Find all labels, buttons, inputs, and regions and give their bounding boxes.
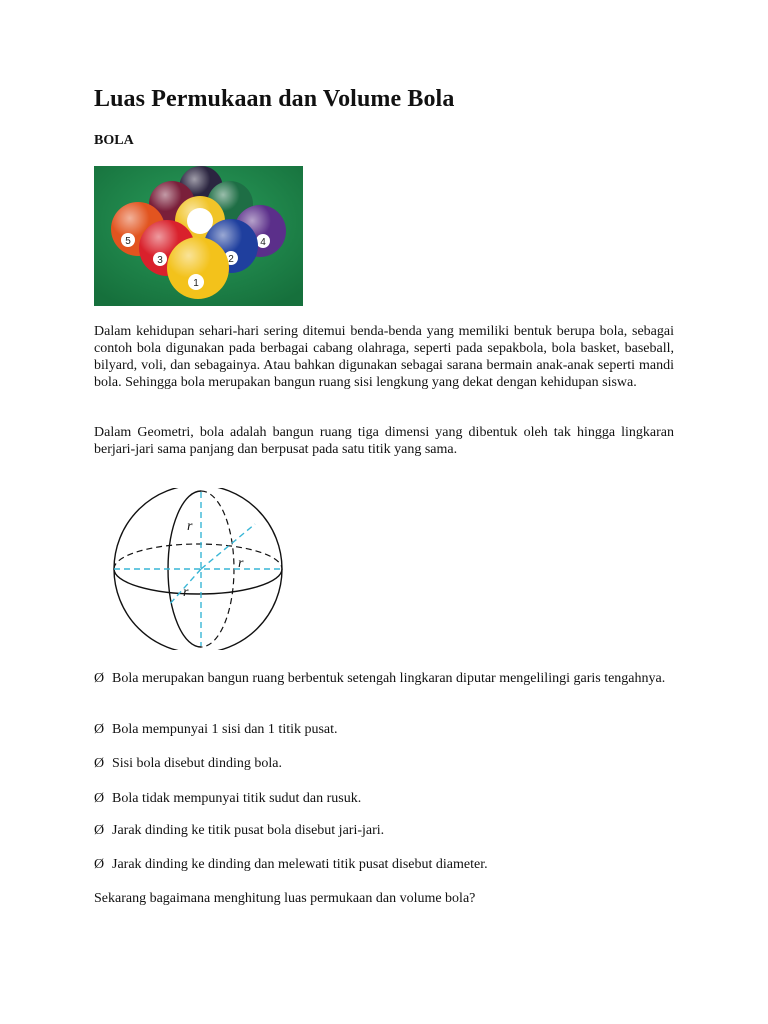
page-title: Luas Permukaan dan Volume Bola — [94, 86, 455, 112]
list-item — [94, 790, 361, 807]
ball-number-1: 1 — [193, 278, 199, 289]
equator-back — [114, 544, 282, 569]
ball-number-3: 3 — [157, 255, 163, 266]
list-item-text: Bola tidak mempunyai titik sudut dan rusuk. — [112, 791, 362, 806]
list-item-text: Jarak dinding ke titik pusat bola disebut jari-jari. — [112, 823, 385, 838]
radius-label-right: r — [238, 556, 244, 571]
sphere-diagram — [108, 488, 288, 650]
list-item — [94, 721, 338, 738]
list-item-text: Bola merupakan bangun ruang berbentuk setengah lingkaran diputar mengelilingi garis tengahnya. — [112, 671, 666, 686]
radius-line-upper — [201, 524, 255, 569]
bullet-icon: Ø — [94, 671, 105, 686]
ball-number-2: 2 — [228, 254, 234, 265]
list-item-text: Bola mempunyai 1 sisi dan 1 titik pusat. — [112, 722, 338, 737]
radius-label-top: r — [187, 519, 193, 534]
paragraph-geometry: Dalam Geometri, bola adalah bangun ruang tiga dimensi yang dibentuk oleh tak hingga lingkaran berjari-jari sama panjang dan berpusat pada satu titik yang sama. — [94, 425, 674, 457]
bullet-icon: Ø — [94, 722, 105, 737]
bullet-icon: Ø — [94, 823, 105, 838]
list-item-text: Jarak dinding ke dinding dan melewati titik pusat disebut diameter. — [112, 857, 488, 872]
bullet-icon: Ø — [94, 791, 105, 806]
paragraph-intro: Dalam kehidupan sehari-hari sering ditemui benda-benda yang memiliki bentuk berupa bola, sebagai contoh bola digunakan pada berbagai cabang olahraga, seperti pada sepakbola, bola basket, baseball, bilyard, voli, dan sebagainya. Atau bahkan digunakan sebagai sarana bermain anak-anak seperti mandi bola. Sehingga bola merupakan bangun ruang sisi lengkung yang dekat dengan kehidupan siswa. — [94, 324, 674, 390]
list-item — [94, 856, 488, 873]
ball-number-5: 5 — [125, 236, 131, 247]
list-item — [94, 822, 384, 839]
list-item — [94, 755, 282, 772]
radius-label-bottom: r — [183, 585, 189, 600]
billiard-balls-photo — [94, 166, 303, 306]
ball-number-4: 4 — [260, 237, 266, 248]
bullet-icon: Ø — [94, 857, 105, 872]
list-item — [94, 670, 674, 687]
section-heading: BOLA — [94, 133, 134, 148]
bullet-icon: Ø — [94, 756, 105, 771]
closing-question: Sekarang bagaimana menghitung luas permukaan dan volume bola? — [94, 891, 476, 906]
list-item-text: Sisi bola disebut dinding bola. — [112, 756, 282, 771]
